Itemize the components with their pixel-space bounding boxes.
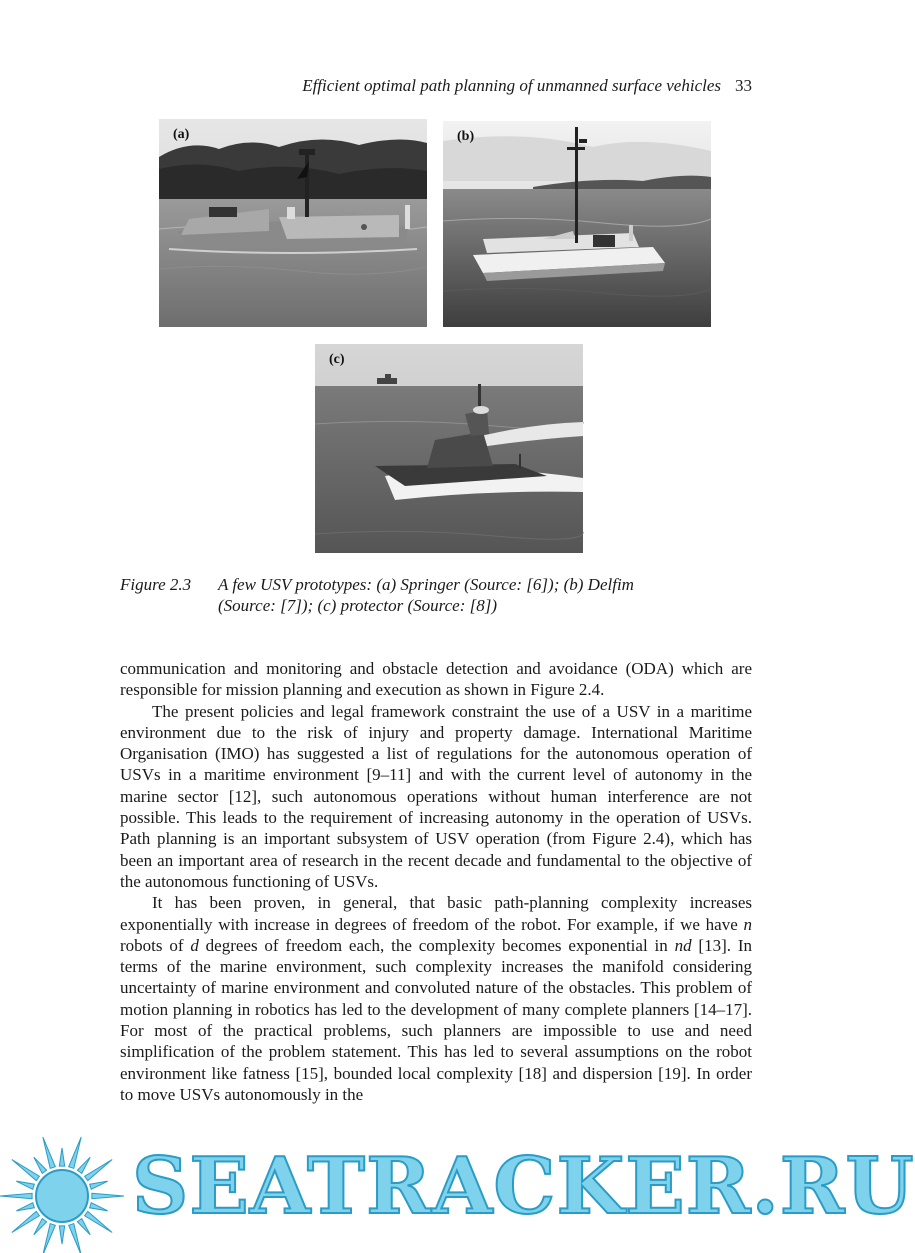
- page-number: 33: [735, 76, 752, 95]
- p3-text-c: degrees of freedom each, the complexity becomes exponential in: [198, 935, 675, 955]
- watermark-sun-ray: [85, 1160, 113, 1181]
- watermark-sun-ray: [69, 1224, 81, 1253]
- watermark-sun-ray: [77, 1157, 90, 1173]
- caption-line-1: A few USV prototypes: (a) Springer (Source: [6]); (b) Delfim: [218, 575, 634, 594]
- figure-label-a: (a): [173, 127, 190, 142]
- watermark-sun-ray: [43, 1224, 55, 1253]
- watermark-sun-ray: [59, 1148, 64, 1166]
- paragraph-2: The present policies and legal framework constraint the use of a USV in a maritime environment due to the risk of injury and property damage. International Maritime Organisation (IMO) has suggested a list of regulations for the autonomous operation of USVs in a maritime environment [9–11] and with the current level of autonomy in the marine sector [12], such autonomous operations without human interference are not possible. This leads to the requirement of increasing autonomy in the operation of USVs. Path planning is an important subsystem of USV operation (from Figure 2.4), which has been an important area of research in the recent decade and fundamental to the objective of the autonomous functioning of USVs.: [120, 701, 752, 891]
- caption-line-2: (Source: [7]); (c) protector (Source: [8]): [218, 596, 497, 615]
- watermark-sun-ray: [90, 1203, 108, 1211]
- paragraph-1: communication and monitoring and obstacle detection and avoidance (ODA) which are responsible for mission planning and execution as shown in Figure 2.4.: [120, 659, 752, 700]
- watermark-sun-ray: [16, 1181, 34, 1189]
- photo-delfim: [443, 121, 711, 327]
- watermark-sun-ray: [85, 1211, 113, 1232]
- running-header: [120, 76, 752, 96]
- body-text: [120, 658, 752, 1105]
- photo-springer: [159, 119, 427, 327]
- watermark-text: SEATRACKER.RU: [132, 1141, 915, 1232]
- caption-number: Figure 2.3: [120, 575, 192, 594]
- p3-text-a: It has been proven, in general, that basic path-planning complexity increases exponentially with increase in degrees of freedom of the robot. For example, if we have: [120, 893, 752, 934]
- watermark-sun-ray: [16, 1203, 34, 1211]
- watermark-sun-ray: [43, 1137, 55, 1168]
- p3-var-n: n: [743, 914, 752, 934]
- watermark-sun-ray: [69, 1137, 81, 1168]
- p3-text-e: [13]. In terms of the marine environment, such complexity increases the manifold considering uncertainty of marine environment and convoluted nature of the obstacles. This problem of motion planning in robotics has led to the development of many complete planners [14–17]. For most of the practical problems, such planners are impossible to use and need simplification of the problem statement. This has led to several assumptions on the robot environment like fatness [15], bounded local complexity [18] and dispersion [19]. In order to move USVs autonomously in the: [120, 935, 752, 1104]
- figure-label-b: (b): [457, 129, 475, 144]
- figure-caption: [120, 574, 760, 616]
- p3-var-nd: nd: [674, 935, 692, 955]
- p3-var-d: d: [190, 935, 199, 955]
- watermark-sun-ray: [77, 1219, 90, 1235]
- watermark-sun-ray: [92, 1193, 124, 1198]
- p3-text-b: robots of: [120, 935, 191, 955]
- watermark-sun-ray: [12, 1160, 40, 1181]
- watermark-sun-ray: [59, 1226, 64, 1244]
- photo-protector: [315, 344, 583, 553]
- watermark-sun-ray: [34, 1157, 47, 1173]
- watermark-sun-ray: [0, 1193, 32, 1198]
- paragraph-3: [120, 892, 752, 1105]
- watermark-sun-ray: [34, 1219, 47, 1235]
- watermark-sun-ray: [90, 1181, 108, 1189]
- watermark-sun-ray: [12, 1211, 40, 1232]
- header-title: Efficient optimal path planning of unmanned surface vehicles: [302, 76, 721, 95]
- figure-label-c: (c): [329, 352, 345, 367]
